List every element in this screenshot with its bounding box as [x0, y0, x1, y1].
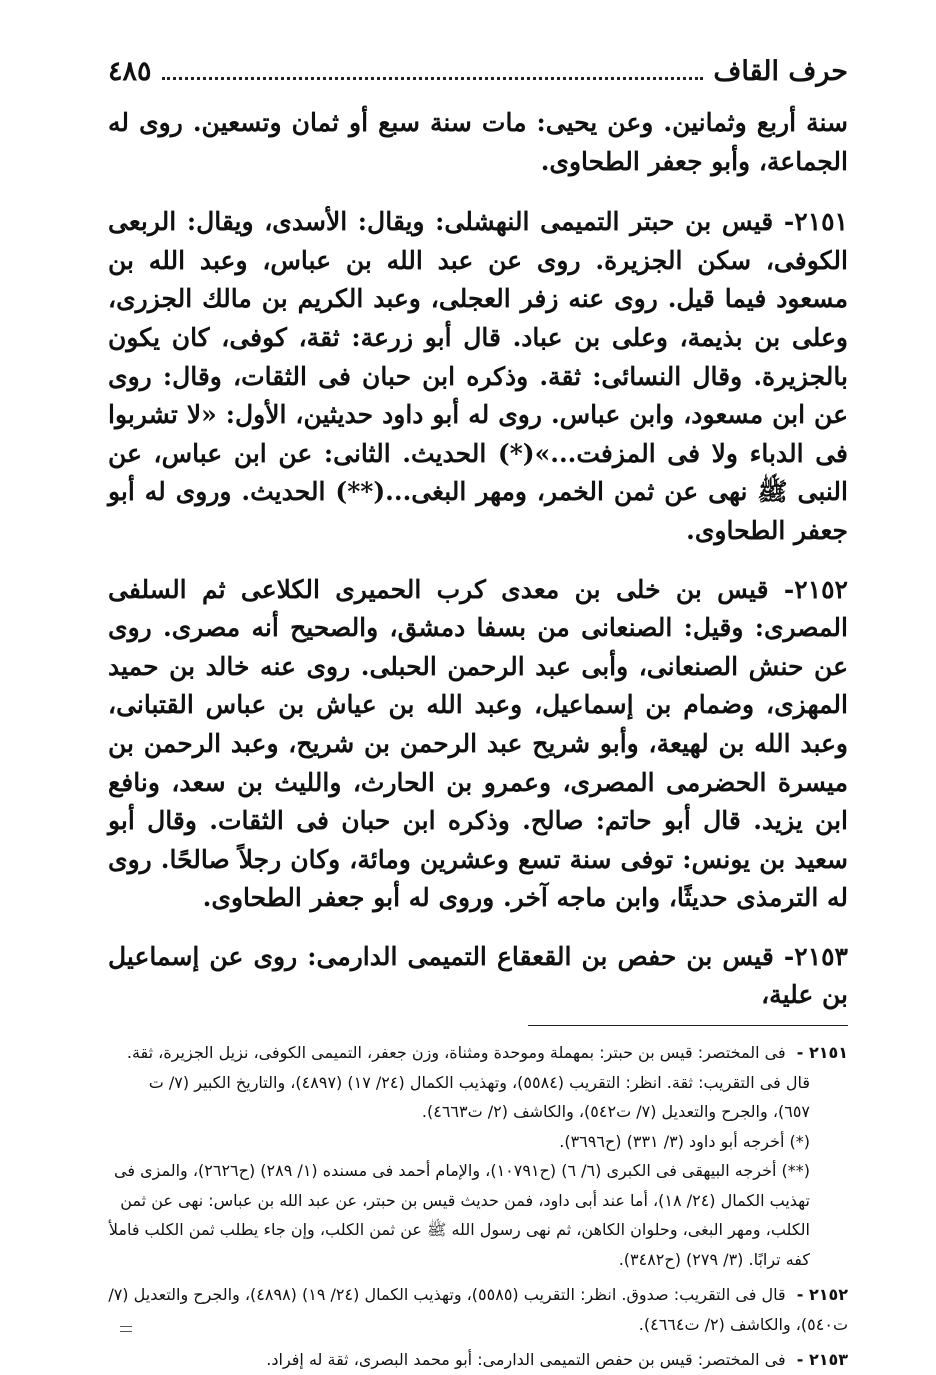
entry-text: قيس بن حبتر التميمى النهشلى: ويقال: الأسدى، ويقال: الربعى الكوفى، سكن الجزيرة. روى عن عبد الله بن عباس، وعبد الله بن مسعود فيما قيل. روى عنه زفر العجلى، وعبد الكريم بن مالك الجزرى، وعلى بن بذيمة، وعلى بن عباد. قال أبو زرعة: ثقة، كوفى، كان يكون بالجزيرة. وقال النسائى: ثقة. وذكره ابن حبان فى الثقات، وقال: روى عن ابن مسعود، وابن عباس. روى له أبو داود حديثين، الأول: «لا تشربوا فى الدباء ولا فى المزفت...»(*) الحديث. الثانى: عن ابن عباس، عن النبى ﷺ نهى عن ثمن الخمر، ومهر البغى...(**) الحديث. وروى له أبو جعفر الطحاوى.	[108, 207, 848, 545]
page-number: ٤٨٥	[108, 56, 152, 87]
footnote-line	[108, 1068, 848, 1127]
entry-number: ٢١٥٢-	[783, 574, 848, 604]
footnote-text: فى المختصر: قيس بن حبتر: بمهملة وموحدة ومثناة، وزن جعفر، التميمى الكوفى، نزيل الجزيرة، ثقة.	[126, 1043, 786, 1063]
footnote-number: ٢١٥١ -	[796, 1043, 848, 1063]
footnote-2151	[108, 1038, 848, 1274]
entry-number: ٢١٥٣-	[783, 941, 848, 971]
chapter-title: حرف القاف	[713, 56, 848, 87]
footnote-text: قال فى التقريب: ثقة. انظر: التقريب (٥٥٨٤)، وتهذيب الكمال (٢٤/ ١٧) (٤٨٩٧)، والتاريخ الكبير (٧/ ت ٦٥٧)، والجرح والتعديل (٧/ ت٥٤٢)، والكاشف (٢/ ت٤٦٦٣).	[148, 1072, 810, 1122]
footnote-2152	[108, 1280, 848, 1339]
entry-2152	[108, 571, 848, 918]
footnote-text: قال فى التقريب: صدوق. انظر: التقريب (٥٥٨٥)، وتهذيب الكمال (٢٤/ ١٩) (٤٨٩٨)، والجرح والتعديل (٧/ ت٥٤٠)، والكاشف (٢/ ت٤٦٦٤).	[108, 1285, 848, 1334]
entry-2151	[108, 203, 848, 550]
footnote-star: (*) أخرجه أبو داود (٣/ ٣٣١) (ح٣٦٩٦).	[559, 1131, 810, 1151]
footnote-line	[108, 1127, 848, 1157]
entry-text: قيس بن حفص بن القعقاع التميمى الدارمى: روى عن إسماعيل بن علية،	[108, 941, 848, 1010]
footnote-line	[108, 1038, 848, 1068]
continuation-paragraph: سنة أربع وثمانين. وعن يحيى: مات سنة سبع أو ثمان وتسعين. روى له الجماعة، وأبو جعفر الطحاوى.	[108, 108, 848, 176]
footnote-text: فى المختصر: قيس بن حفص التميمى الدارمى: أبو محمد البصرى، ثقة له إفراد.	[266, 1350, 786, 1370]
footnote-line	[108, 1156, 848, 1274]
footnote-separator	[528, 1025, 848, 1026]
entry-2153	[108, 938, 848, 1015]
entry-text: قيس بن خلى بن معدى كرب الحميرى الكلاعى ثم السلفى المصرى: وقيل: الصنعانى من بسفا دمشق، والصحيح أنه مصرى. روى عن حنش الصنعانى، وأبى عبد الرحمن الحبلى. روى عنه خالد بن حميد المهزى، وضمام بن إسماعيل، وعبد الله بن عياش بن عباس القتبانى، وعبد الله بن لهيعة، وأبو شريح عبد الرحمن بن شريح، وعبد الرحمن بن ميسرة الحضرمى المصرى، وعمرو بن الحارث، والليث بن سعد، ونافع ابن يزيد. قال أبو حاتم: صالح. وذكره ابن حبان فى الثقات. وقال أبو سعيد بن يونس: توفى سنة تسع وعشرين ومائة، وكان رجلاً صالحًا. روى له الترمذى حديثًا، وابن ماجه آخر. وروى له أبو جعفر الطحاوى.	[108, 574, 848, 913]
footnote-double-star: (**) أخرجه البيهقى فى الكبرى (٦/ ٦) (ح١٠٧٩١)، والإمام أحمد فى مسنده (١/ ٢٨٩) (ح٢٦٢٦)، والمزى فى تهذيب الكمال (٢٤/ ١٨)، أما عند أبى داود، فمن حديث قيس بن حبتر، عن عبد الله بن عباس: نهى عن ثمن الكلب، ومهر البغى، وحلوان الكاهن، ثم نهى رسول الله ﷺ عن ثمن الكلب، وإن جاء يطلب ثمن الكلب فاملأ كفه ترابًا. (٣/ ٢٧٩) (ح٣٤٨٢).	[108, 1161, 810, 1269]
footnote-number: ٢١٥٢ -	[796, 1285, 848, 1305]
footnote-2153	[108, 1345, 848, 1375]
footnote-number: ٢١٥٣ -	[796, 1350, 848, 1370]
page-mark	[120, 1326, 132, 1332]
leader-dots	[162, 55, 704, 80]
footnotes	[108, 1038, 848, 1375]
entry-number: ٢١٥١-	[783, 207, 848, 237]
running-header	[108, 52, 848, 92]
footnote-line	[108, 1345, 848, 1375]
footnote-line	[108, 1280, 848, 1339]
main-text	[108, 104, 848, 1015]
